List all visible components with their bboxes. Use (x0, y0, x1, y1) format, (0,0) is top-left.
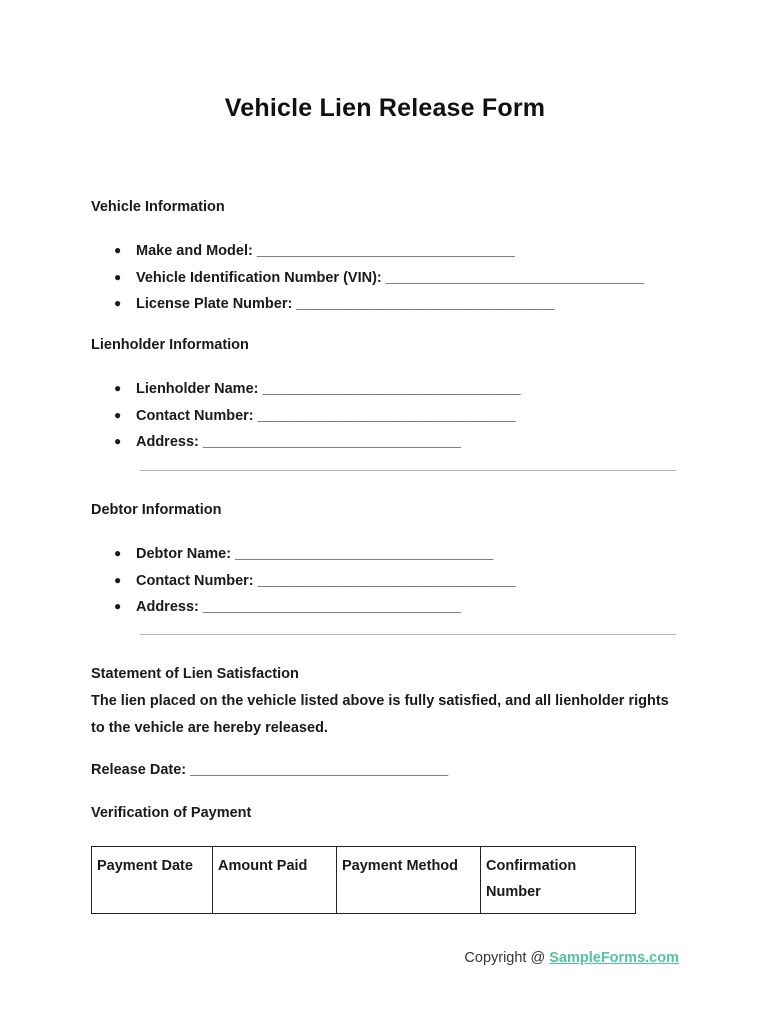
section-divider (140, 634, 676, 635)
list-item[interactable] (114, 596, 516, 623)
payment-table (91, 846, 636, 914)
debtor-name-field: Debtor Name: ________________________________ (136, 546, 494, 562)
bullet-icon: ● (114, 269, 122, 284)
debtor-field-list (114, 543, 516, 623)
bullet-icon: ● (114, 381, 122, 395)
debtor-contact-field: Contact Number: ________________________________ (136, 572, 516, 589)
statement-heading: Statement of Lien Satisfaction (91, 666, 299, 682)
bullet-icon: ● (114, 434, 122, 448)
lienholder-contact-field: Contact Number: ________________________________ (136, 407, 516, 424)
lienholder-address-field: Address: ________________________________ (136, 434, 461, 450)
section-divider (140, 470, 676, 471)
debtor-section-heading: Debtor Information (91, 502, 222, 518)
bullet-icon: ● (114, 407, 122, 422)
debtor-address-field: Address: ________________________________ (136, 599, 461, 615)
list-item[interactable] (114, 431, 521, 458)
table-row (92, 847, 636, 914)
payment-section-heading: Verification of Payment (91, 805, 252, 821)
list-item[interactable] (114, 378, 521, 405)
payment-method-header[interactable]: Payment Method (337, 847, 481, 914)
vehicle-section-heading: Vehicle Information (91, 199, 225, 215)
vehicle-field-list (114, 240, 644, 320)
list-item[interactable] (114, 293, 644, 320)
lienholder-name-field: Lienholder Name: ________________________________ (136, 381, 521, 397)
brand-link[interactable]: SampleForms.com (549, 950, 679, 966)
lienholder-field-list (114, 378, 521, 458)
bullet-icon: ● (114, 546, 122, 560)
list-item[interactable] (114, 570, 516, 597)
list-item[interactable] (114, 267, 644, 294)
confirmation-number-header[interactable]: Confirmation Number (481, 847, 636, 914)
release-date-field[interactable]: Release Date: ________________________________ (91, 762, 449, 778)
vin-field: Vehicle Identification Number (VIN): ________________________________ (136, 269, 644, 286)
copyright-footer (464, 950, 679, 966)
amount-paid-header[interactable]: Amount Paid (213, 847, 337, 914)
list-item[interactable] (114, 543, 516, 570)
list-item[interactable] (114, 405, 521, 432)
copyright-text: Copyright @ (464, 950, 550, 966)
make-model-field: Make and Model: ________________________________ (136, 243, 515, 259)
payment-date-header[interactable]: Payment Date (92, 847, 213, 914)
bullet-icon: ● (114, 572, 122, 587)
license-plate-field: License Plate Number: ________________________________ (136, 296, 555, 312)
page-title: Vehicle Lien Release Form (224, 94, 546, 122)
list-item[interactable] (114, 240, 644, 267)
statement-text: The lien placed on the vehicle listed above is fully satisfied, and all lienholder rights to the vehicle are hereby released. (91, 693, 669, 736)
bullet-icon: ● (114, 599, 122, 613)
bullet-icon: ● (114, 296, 122, 310)
bullet-icon: ● (114, 243, 122, 257)
lienholder-section-heading: Lienholder Information (91, 337, 249, 353)
